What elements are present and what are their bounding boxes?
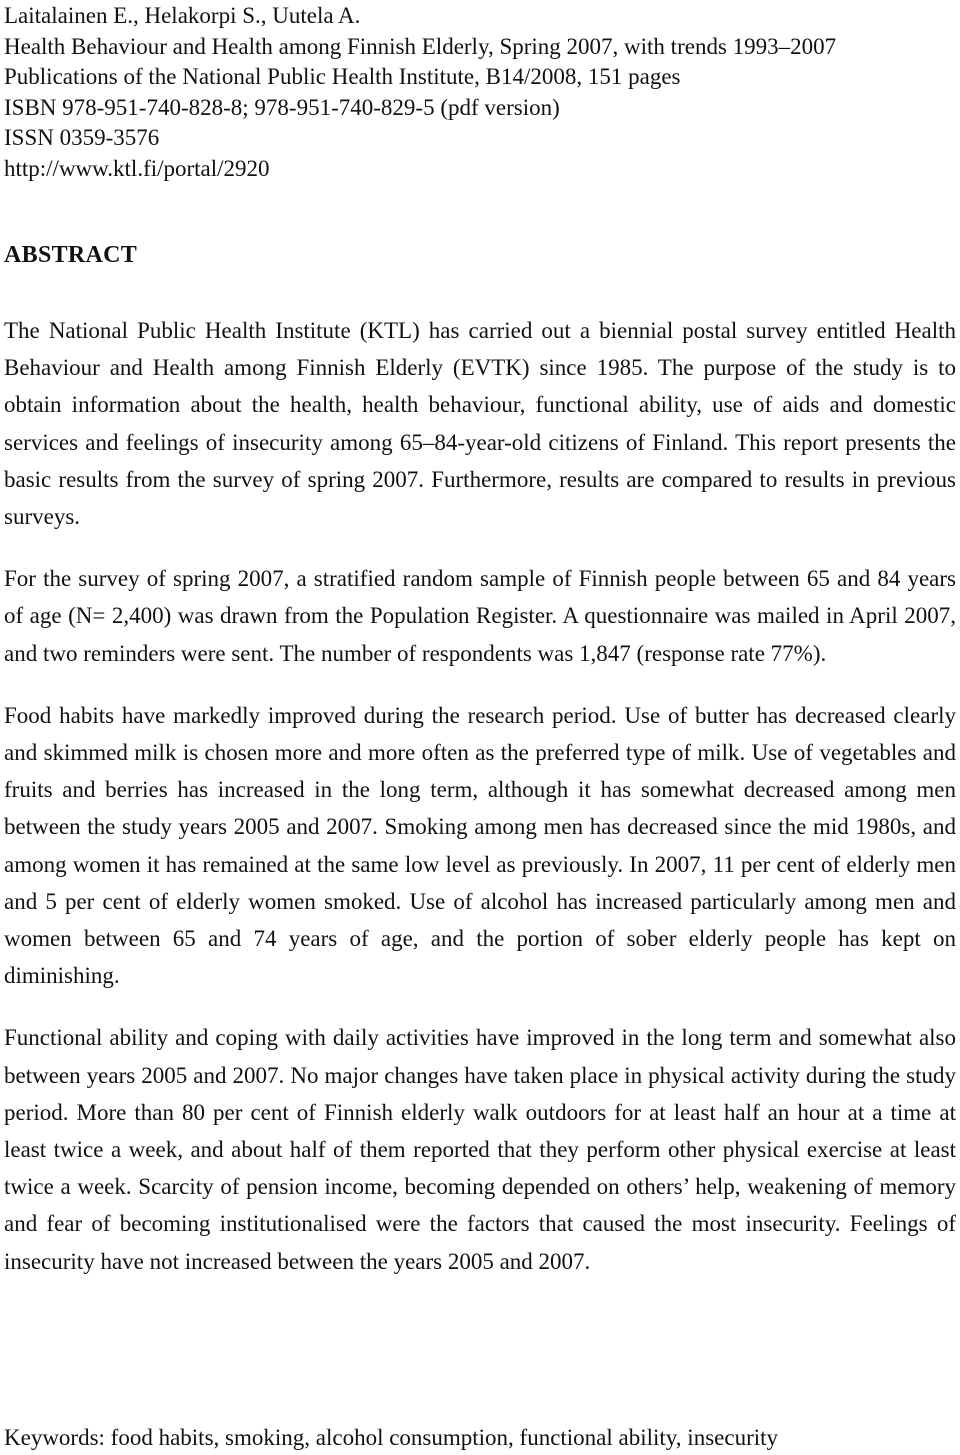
authors-line: Laitalainen E., Helakorpi S., Uutela A. bbox=[4, 3, 361, 28]
publication-line: Publications of the National Public Health Institute, B14/2008, 151 pages bbox=[4, 64, 681, 89]
report-title-line: Health Behaviour and Health among Finnish Elderly, Spring 2007, with trends 1993–2007 bbox=[4, 33, 837, 59]
abstract-paragraph-1: The National Public Health Institute (KTL) has carried out a biennial postal survey entitled Health Behaviour and Health among Finnish Elderly (EVTK) since 1985. The purpose of the study is to obtain information about the health, health behaviour, functional ability, use of aids and domestic services and feelings of insecurity among 65–84-year-old citizens of Finland. This report presents the basic results from the survey of spring 2007. Furthermore, results are compared to results in previous surveys. bbox=[4, 318, 956, 530]
isbn-line: ISBN 978-951-740-828-8; 978-951-740-829-5 (pdf version) bbox=[4, 94, 560, 120]
url-line[interactable]: http://www.ktl.fi/portal/2920 bbox=[4, 155, 270, 181]
abstract-paragraph-2: For the survey of spring 2007, a stratified random sample of Finnish people between 65 and 84 years of age (N= 2,400) was drawn from the Population Register. A questionnaire was mailed in April 2007, and two reminders were sent. The number of respondents was 1,847 (response rate 77%). bbox=[4, 566, 956, 666]
abstract-body bbox=[4, 312, 956, 1305]
keywords-line: Keywords: food habits, smoking, alcohol consumption, functional ability, insecurity bbox=[4, 1425, 779, 1450]
abstract-paragraph-4: Functional ability and coping with daily activities have improved in the long term and somewhat also between years 2005 and 2007. No major changes have taken place in physical activity during the study period. More than 80 per cent of Finnish elderly walk outdoors for at least half an hour at a time at least twice a week, and about half of them reported that they perform other physical exercise at least twice a week. Scarcity of pension income, becoming depended on others’ help, weakening of memory and fear of becoming institutionalised were the factors that caused the most insecurity. Feelings of insecurity have not increased between the years 2005 and 2007. bbox=[4, 1025, 956, 1274]
abstract-paragraph-3: Food habits have markedly improved during the research period. Use of butter has decreased clearly and skimmed milk is chosen more and more often as the preferred type of milk. Use of vegetables and fruits and berries has increased in the long term, although it has somewhat decreased among men between the study years 2005 and 2007. Smoking among men has decreased since the mid 1980s, and among women it has remained at the same low level as previously. In 2007, 11 per cent of elderly men and 5 per cent of elderly women smoked. Use of alcohol has increased particularly among men and women between 65 and 74 years of age, and the portion of sober elderly people has kept on diminishing. bbox=[4, 702, 956, 989]
issn-line: ISSN 0359-3576 bbox=[4, 125, 160, 150]
abstract-heading: ABSTRACT bbox=[4, 242, 138, 268]
document-page bbox=[4, 0, 956, 1450]
